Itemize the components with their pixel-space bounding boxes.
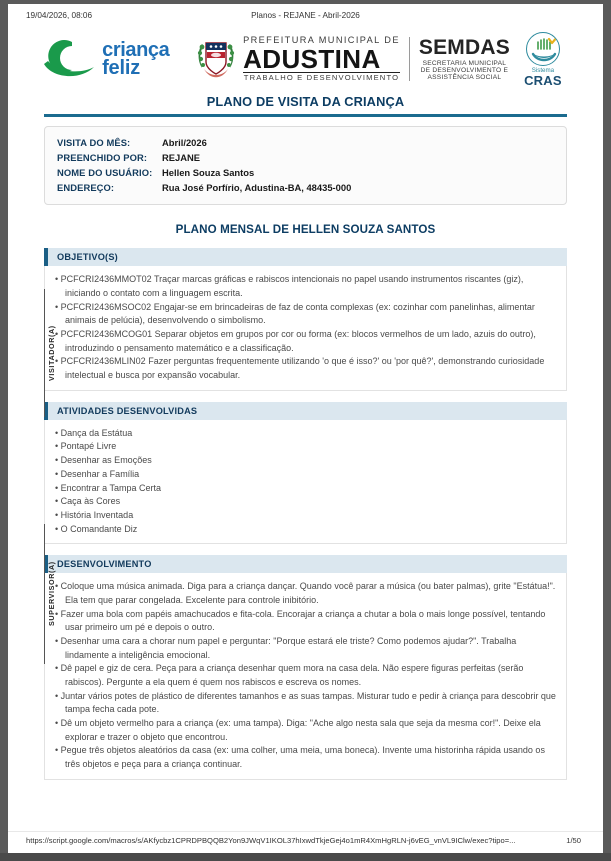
section-heading: ATIVIDADES DESENVOLVIDAS bbox=[44, 402, 567, 420]
print-header bbox=[8, 4, 603, 26]
semdas-line3: ASSISTÊNCIA SOCIAL bbox=[427, 74, 502, 82]
info-value: Abril/2026 bbox=[162, 136, 207, 148]
semdas-line2: DE DESENVOLVIMENTO E bbox=[420, 67, 509, 75]
semdas-acronym: SEMDAS bbox=[418, 36, 510, 60]
logo-divider bbox=[409, 37, 410, 81]
info-label: NOME DO USUÁRIO: bbox=[57, 166, 153, 178]
logo-crianca-feliz bbox=[42, 37, 194, 81]
list-item: • Dê papel e giz de cera. Peça para a criança desenhar quem mora na casa dela. Não espere figuras perfeitas (serão rabiscos). Pergunte a ela quem é quem nos rabiscos e escreva os nomes. bbox=[55, 662, 556, 689]
section-atividades bbox=[44, 402, 567, 544]
info-label: ENDEREÇO: bbox=[57, 182, 115, 194]
info-row bbox=[57, 180, 554, 195]
info-label: PREENCHIDO POR: bbox=[57, 151, 148, 163]
section-body bbox=[44, 573, 567, 779]
print-document-title: Planos - REJANE - Abril-2026 bbox=[251, 11, 360, 20]
footer-url: https://script.google.com/macros/s/AKfycbz1CPRDPBQQB2Yon9JWqV1IKOL37hIxwdTkjeGej4o1mR4XmHgRLN-j6vEG_vnVL9IClw/exec?tipo=... bbox=[26, 836, 516, 845]
list-item: • Pegue três objetos aleatórios da casa (ex: uma colher, uma meia, uma boneca). Invente uma historinha rápida usando os três objetos e peça para a criança continuar. bbox=[55, 744, 556, 771]
crianca-feliz-swoosh-icon bbox=[42, 37, 98, 81]
section-desenvolvimento bbox=[44, 555, 567, 779]
list-item: • Encontrar a Tampa Certa bbox=[55, 482, 556, 496]
list-item: • Coloque uma música animada. Diga para a criança dançar. Quando você parar a música (ou bater palmas), grite "Estátua!". Ela tem que parar congelada. Excelente para controle inibitório. bbox=[55, 580, 556, 607]
info-row bbox=[57, 150, 554, 165]
info-value: REJANE bbox=[162, 151, 201, 163]
section-heading: OBJETIVO(S) bbox=[44, 248, 567, 266]
list-item: • Desenhar uma cara a chorar num papel e perguntar: "Porque estará ele triste? Como podemos ajudar?". Trabalha lindamente a inteligência emocional. bbox=[55, 635, 556, 662]
semdas-wordmark bbox=[419, 36, 510, 82]
adustina-name: ADUSTINA bbox=[243, 43, 381, 74]
list-item: • Caça às Cores bbox=[55, 495, 556, 509]
list-item: • Dança da Estátua bbox=[55, 427, 556, 441]
list-item: • O Comandante Diz bbox=[55, 523, 556, 537]
logo-adustina bbox=[194, 36, 400, 82]
list-item: • Desenhar as Emoções bbox=[55, 454, 556, 468]
print-timestamp: 19/04/2026, 08:06 bbox=[26, 11, 93, 20]
info-row bbox=[57, 135, 554, 150]
cras-hand-icon bbox=[526, 32, 560, 66]
list-item: • PCFCRI2436MMOT02 Traçar marcas gráficas e rabiscos intencionais no papel usando instrumentos riscantes (giz), iniciando o contato com a linguagem escrita. bbox=[55, 273, 556, 300]
crianca-feliz-wordmark bbox=[102, 38, 170, 79]
cras-top-label: Sistema bbox=[531, 66, 555, 74]
adustina-top-line: PREFEITURA MUNICIPAL DE bbox=[243, 35, 400, 46]
list-item: • Fazer uma bola com papéis amachucados e fita-cola. Encorajar a criança a chutar a bola o mais longe possível, tentando usar primeiro um pé e depois o outro. bbox=[55, 608, 556, 635]
list-item: • PCFCRI2436MCOG01 Separar objetos em grupos por cor ou forma (ex: blocos vermelhos de um lado, azuis do outro), introduzindo o pensamento matemático e a classificação. bbox=[55, 328, 556, 355]
semdas-line1: SECRETARIA MUNICIPAL bbox=[422, 59, 507, 67]
list-item: • Desenhar a Família bbox=[55, 468, 556, 482]
title-rule bbox=[44, 114, 567, 117]
section-objetivos bbox=[44, 248, 567, 390]
crianca-feliz-line1: criança bbox=[102, 38, 170, 61]
viewport-gutter-right bbox=[603, 0, 611, 861]
page-title: PLANO DE VISITA DA CRIANÇA bbox=[206, 94, 405, 109]
print-footer bbox=[8, 831, 603, 849]
viewport-gutter-left bbox=[0, 0, 8, 861]
list-item: • História Inventada bbox=[55, 509, 556, 523]
logo-semdas bbox=[419, 32, 569, 87]
printed-page bbox=[8, 4, 603, 853]
list-item: • Juntar vários potes de plástico de diferentes tamanhos e as suas tampas. Misturar tudo e pedir à criança para descobrir que tampa fecha cada pote. bbox=[55, 690, 556, 717]
adustina-coat-of-arms-icon bbox=[194, 36, 238, 82]
adustina-wordmark bbox=[243, 36, 400, 81]
info-row bbox=[57, 165, 554, 180]
section-body bbox=[44, 420, 567, 544]
section-body bbox=[44, 266, 567, 390]
side-label-supervisor: SUPERVISOR(A) bbox=[44, 524, 56, 664]
viewport-gutter-bottom bbox=[0, 853, 611, 861]
info-value: Rua José Porfírio, Adustina-BA, 48435-000 bbox=[162, 182, 352, 194]
document-body bbox=[8, 94, 603, 780]
logo-cras bbox=[517, 32, 569, 87]
crianca-feliz-line2: feliz bbox=[102, 57, 140, 79]
footer-page-number: 1/50 bbox=[566, 836, 581, 845]
cras-name: CRAS bbox=[524, 72, 562, 88]
list-item: • PCFCRI2436MSOC02 Engajar-se em brincadeiras de faz de conta complexas (ex: cozinhar com panelinhas, alimentar animais de pelúcia), desenvolvendo o simbolismo. bbox=[55, 301, 556, 328]
section-heading: DESENVOLVIMENTO bbox=[44, 555, 567, 573]
list-item: • Dê um objeto vermelho para a criança (ex: uma tampa). Diga: "Ache algo nesta sala que seja da mesma cor!". Deixe ela explorar e trazer o objeto que encontrou. bbox=[55, 717, 556, 744]
info-value: Hellen Souza Santos bbox=[162, 166, 255, 178]
plan-heading: PLANO MENSAL DE HELLEN SOUZA SANTOS bbox=[175, 223, 436, 237]
info-label: VISITA DO MÊS: bbox=[57, 136, 131, 148]
list-item: • Pontapé Livre bbox=[55, 440, 556, 454]
adustina-slogan: TRABALHO E DESENVOLVIMENTO bbox=[243, 73, 400, 83]
list-item: • PCFCRI2436MLIN02 Fazer perguntas frequentemente utilizando 'o que é isso?' ou 'por quê?', demonstrando curiosidade intelectual e busca por expansão vocabular. bbox=[55, 355, 556, 382]
logo-row bbox=[8, 30, 603, 88]
visit-info-box bbox=[44, 126, 567, 206]
side-label-visitador: VISITADOR(A) bbox=[44, 289, 56, 417]
